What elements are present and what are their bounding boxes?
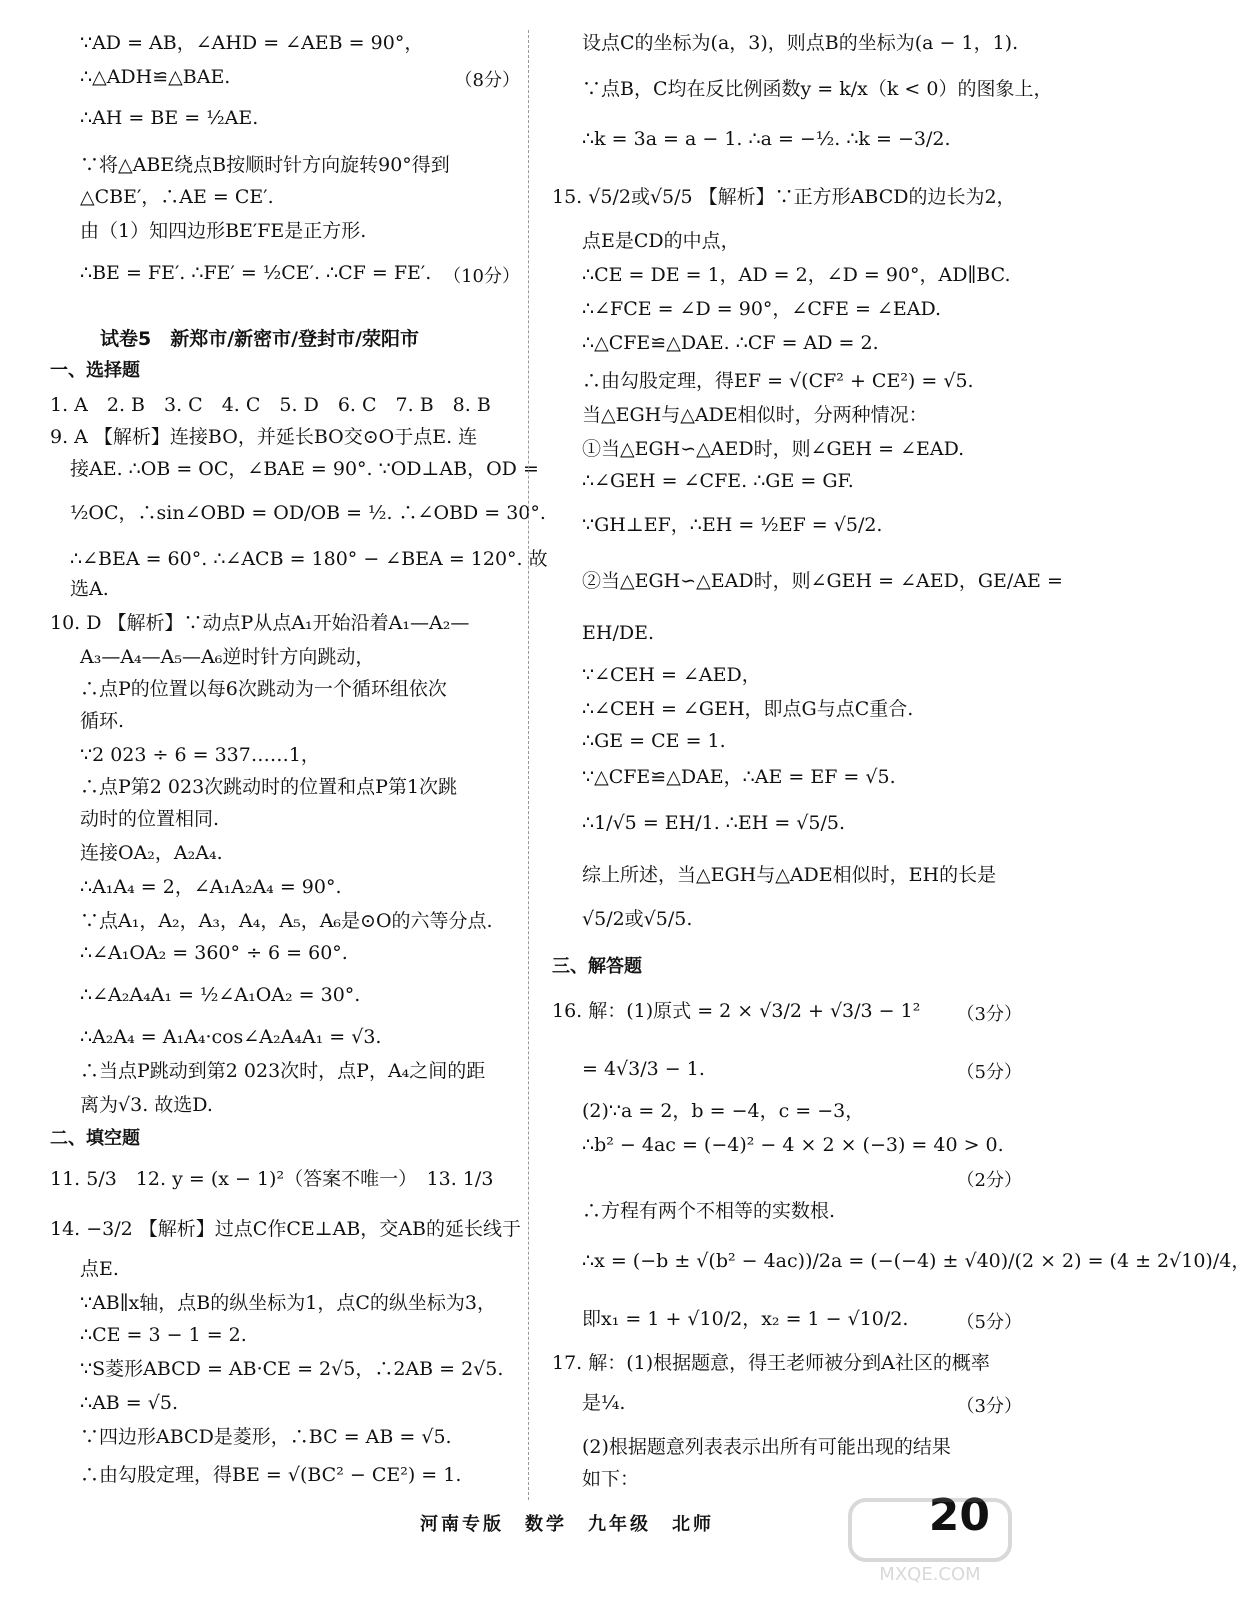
text-line: 试卷5 新郑市/新密市/登封市/荥阳市 bbox=[100, 328, 420, 350]
text-line: ∴BE = FE′. ∴FE′ = ½CE′. ∴CF = FE′. bbox=[80, 262, 432, 284]
text-line: ∴A₁A₄ = 2，∠A₁A₂A₄ = 90°. bbox=[80, 876, 342, 898]
text-line: 1. A 2. B 3. C 4. C 5. D 6. C 7. B 8. B bbox=[50, 394, 491, 416]
text-line: ∵将△ABE绕点B按顺时针方向旋转90°得到 bbox=[80, 154, 450, 176]
text-line: 接AE. ∴OB = OC，∠BAE = 90°. ∵OD⊥AB，OD = bbox=[70, 458, 539, 480]
text-line: ①当△EGH∽△AED时，则∠GEH = ∠EAD. bbox=[582, 438, 965, 460]
text-line: ∴△CFE≌△DAE. ∴CF = AD = 2. bbox=[582, 332, 879, 354]
watermark-text: MXQE.COM bbox=[879, 1564, 981, 1585]
text-line: ∴∠FCE = ∠D = 90°，∠CFE = ∠EAD. bbox=[582, 298, 942, 320]
text-line: 即x₁ = 1 + √10/2，x₂ = 1 − √10/2. bbox=[582, 1308, 909, 1330]
score-label: （5分） bbox=[956, 1062, 1022, 1083]
text-line: 是¼. bbox=[582, 1392, 626, 1414]
text-line: ∴点P第2 023次跳动时的位置和点P第1次跳 bbox=[80, 776, 458, 798]
text-line: 一、选择题 bbox=[50, 360, 140, 381]
watermark-logo bbox=[840, 1490, 1020, 1590]
text-line: ②当△EGH∽△EAD时，则∠GEH = ∠AED，GE/AE = bbox=[582, 570, 1063, 592]
score-label: （8分） bbox=[454, 70, 520, 91]
page-number: 20 bbox=[928, 1490, 990, 1541]
text-line: ∴由勾股定理，得BE = √(BC² − CE²) = 1. bbox=[80, 1464, 462, 1486]
text-line: ∴∠A₂A₄A₁ = ½∠A₁OA₂ = 30°. bbox=[80, 984, 361, 1006]
text-line: ∵AB∥x轴，点B的纵坐标为1，点C的纵坐标为3， bbox=[80, 1292, 496, 1314]
text-line: ∴方程有两个不相等的实数根. bbox=[582, 1200, 836, 1222]
text-line: 当△EGH与△ADE相似时，分两种情况： bbox=[582, 404, 928, 426]
score-label: （3分） bbox=[956, 1004, 1022, 1025]
text-line: 11. 5/3 12. y = (x − 1)²（答案不唯一） 13. 1/3 bbox=[50, 1168, 494, 1190]
text-line: ∴k = 3a = a − 1. ∴a = −½. ∴k = −3/2. bbox=[582, 128, 951, 150]
text-line: EH/DE. bbox=[582, 622, 654, 644]
text-line: 15. √5/2或√5/5 【解析】∵正方形ABCD的边长为2， bbox=[552, 186, 1016, 208]
text-line: 由（1）知四边形BE′FE是正方形. bbox=[80, 220, 367, 242]
text-line: 循环. bbox=[80, 710, 125, 732]
text-line: ∵△CFE≌△DAE，∴AE = EF = √5. bbox=[582, 766, 896, 788]
text-line: ∵GH⊥EF，∴EH = ½EF = √5/2. bbox=[582, 514, 883, 536]
text-line: 连接OA₂，A₂A₄. bbox=[80, 842, 223, 864]
score-label: （3分） bbox=[956, 1396, 1022, 1417]
text-line: ∴∠BEA = 60°. ∴∠ACB = 180° − ∠BEA = 120°. 故 bbox=[70, 548, 548, 570]
text-line: √5/2或√5/5. bbox=[582, 908, 693, 930]
text-line: 如下： bbox=[582, 1468, 640, 1490]
text-line: ½OC，∴sin∠OBD = OD/OB = ½. ∴∠OBD = 30°. bbox=[70, 502, 546, 524]
text-line: 动时的位置相同. bbox=[80, 808, 220, 830]
column-divider bbox=[528, 30, 529, 1500]
text-line: △CBE′，∴AE = CE′. bbox=[80, 186, 274, 208]
text-line: (2)根据题意列表表示出所有可能出现的结果 bbox=[582, 1436, 951, 1458]
text-line: ∴△ADH≌△BAE. bbox=[80, 66, 231, 88]
text-line: ∴b² − 4ac = (−4)² − 4 × 2 × (−3) = 40 > 0. bbox=[582, 1134, 1004, 1156]
text-line: ∴x = (−b ± √(b² − 4ac))/2a = (−(−4) ± √40)/(2 × 2) = (4 ± 2√10)/4， bbox=[582, 1250, 1250, 1272]
text-line: 三、解答题 bbox=[552, 956, 642, 977]
text-line: ∴AB = √5. bbox=[80, 1392, 179, 1414]
text-line: ∴1/√5 = EH/1. ∴EH = √5/5. bbox=[582, 812, 846, 834]
score-label: （2分） bbox=[956, 1170, 1022, 1191]
text-line: 设点C的坐标为(a，3)，则点B的坐标为(a − 1，1). bbox=[582, 32, 1019, 54]
text-line: 点E是CD的中点， bbox=[582, 230, 740, 252]
text-line: ∵∠CEH = ∠AED， bbox=[582, 664, 761, 686]
text-line: (2)∵a = 2，b = −4，c = −3， bbox=[582, 1100, 865, 1122]
text-line: 16. 解：(1)原式 = 2 × √3/2 + √3/3 − 1² bbox=[552, 1000, 921, 1022]
text-line: ∵2 023 ÷ 6 = 337……1， bbox=[80, 744, 320, 766]
text-line: ∴A₂A₄ = A₁A₄·cos∠A₂A₄A₁ = √3. bbox=[80, 1026, 382, 1048]
text-line: ∴点P的位置以每6次跳动为一个循环组依次 bbox=[80, 678, 447, 700]
text-line: ∵点B，C均在反比例函数y = k/x（k < 0）的图象上， bbox=[582, 78, 1053, 100]
text-line: ∴∠A₁OA₂ = 360° ÷ 6 = 60°. bbox=[80, 942, 348, 964]
score-label: （5分） bbox=[956, 1312, 1022, 1333]
text-line: 17. 解：(1)根据题意，得王老师被分到A社区的概率 bbox=[552, 1352, 990, 1374]
score-label: （10分） bbox=[443, 266, 520, 287]
text-line: 二、填空题 bbox=[50, 1128, 140, 1149]
text-line: ∵四边形ABCD是菱形，∴BC = AB = √5. bbox=[80, 1426, 452, 1448]
text-line: 10. D 【解析】∵动点P从点A₁开始沿着A₁—A₂— bbox=[50, 612, 470, 634]
text-line: ∵AD = AB，∠AHD = ∠AEB = 90°， bbox=[80, 32, 424, 54]
text-line: 9. A 【解析】连接BO，并延长BO交⊙O于点E. 连 bbox=[50, 426, 478, 448]
text-line: ∴GE = CE = 1. bbox=[582, 730, 726, 752]
text-line: ∴CE = DE = 1，AD = 2，∠D = 90°，AD∥BC. bbox=[582, 264, 1011, 286]
text-line: 综上所述，当△EGH与△ADE相似时，EH的长是 bbox=[582, 864, 997, 886]
text-line: ∴CE = 3 − 1 = 2. bbox=[80, 1324, 247, 1346]
text-line: ∵S菱形ABCD = AB·CE = 2√5，∴2AB = 2√5. bbox=[80, 1358, 504, 1380]
footer-label: 河南专版 数学 九年级 北师 bbox=[420, 1514, 714, 1535]
text-line: = 4√3/3 − 1. bbox=[582, 1058, 705, 1080]
text-line: ∴∠GEH = ∠CFE. ∴GE = GF. bbox=[582, 470, 854, 492]
text-line: 离为√3. 故选D. bbox=[80, 1094, 213, 1116]
text-line: 14. −3/2 【解析】过点C作CE⊥AB，交AB的延长线于 bbox=[50, 1218, 521, 1240]
text-line: ∴由勾股定理，得EF = √(CF² + CE²) = √5. bbox=[582, 370, 974, 392]
text-line: 点E. bbox=[80, 1258, 119, 1280]
text-line: A₃—A₄—A₅—A₆逆时针方向跳动， bbox=[80, 646, 375, 668]
text-line: 选A. bbox=[70, 578, 109, 600]
text-line: ∴AH = BE = ½AE. bbox=[80, 107, 259, 129]
text-line: ∴当点P跳动到第2 023次时，点P，A₄之间的距 bbox=[80, 1060, 486, 1082]
text-line: ∵点A₁，A₂，A₃，A₄，A₅，A₆是⊙O的六等分点. bbox=[80, 910, 493, 932]
text-line: ∴∠CEH = ∠GEH，即点G与点C重合. bbox=[582, 698, 914, 720]
